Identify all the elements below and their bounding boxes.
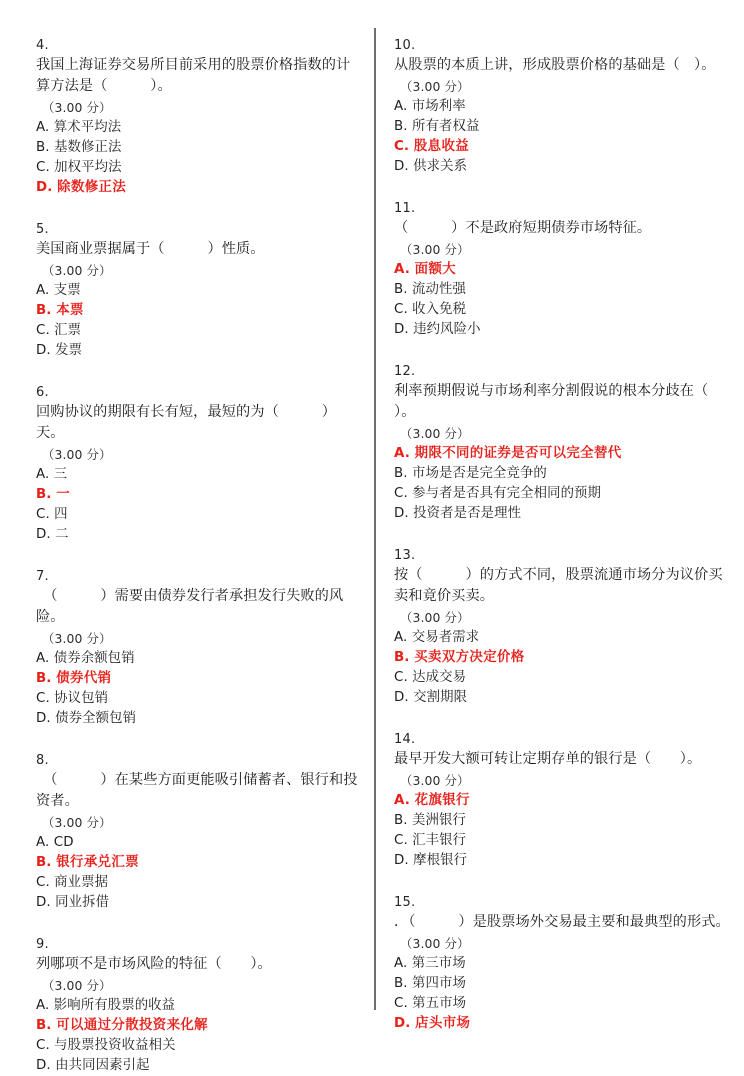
option-correct[interactable] — [36, 301, 362, 321]
option-letter: B. — [36, 303, 52, 318]
option[interactable] — [36, 321, 362, 341]
option[interactable] — [394, 688, 730, 708]
option-correct[interactable] — [394, 648, 730, 668]
option-letter: B. — [394, 813, 408, 828]
option-letter: C. — [394, 833, 408, 848]
question-number: 4. — [36, 38, 49, 53]
option-letter: D. — [36, 180, 53, 195]
option-letter: B. — [36, 671, 52, 686]
question-stem: （ ）需要由债券发行者承担发行失败的风险。 — [36, 588, 344, 625]
option-text: 买卖双方决定价格 — [414, 650, 525, 665]
option[interactable] — [36, 893, 362, 913]
option-list — [36, 649, 362, 729]
option-text: 商业票据 — [54, 875, 109, 890]
question-stem: 我国上海证券交易所目前采用的股票价格指数的计算方法是（ ）。 — [36, 57, 351, 94]
option[interactable] — [36, 1036, 362, 1056]
option-letter: C. — [394, 139, 410, 154]
option-text: 加权平均法 — [54, 160, 122, 175]
option-text: 流动性强 — [412, 282, 466, 297]
option-letter: C. — [36, 160, 50, 175]
option-letter: C. — [36, 875, 50, 890]
option-correct[interactable] — [394, 1014, 730, 1034]
option-text: 达成交易 — [412, 670, 467, 685]
option-letter: A. — [36, 467, 50, 482]
option-text: 发票 — [55, 343, 83, 358]
question-10 — [394, 36, 730, 177]
option-text: 四 — [54, 507, 68, 522]
option[interactable] — [36, 689, 362, 709]
option-list — [394, 628, 730, 708]
question-score: （3.00 分） — [400, 242, 470, 257]
option-letter: C. — [36, 1038, 50, 1053]
question-number: 12. — [394, 364, 416, 379]
question-number: 7. — [36, 569, 49, 584]
option-list — [36, 118, 362, 198]
option-letter: C. — [36, 323, 50, 338]
question-number: 15. — [394, 895, 416, 910]
option-correct[interactable] — [394, 260, 730, 280]
option-correct[interactable] — [394, 137, 730, 157]
option[interactable] — [394, 994, 730, 1014]
option[interactable] — [36, 465, 362, 485]
option-letter: A. — [36, 283, 50, 298]
option-text: 支票 — [53, 283, 81, 298]
option-text: 投资者是否是理性 — [413, 506, 522, 521]
option-text: 所有者权益 — [412, 119, 480, 134]
question-stem: 美国商业票据属于（ ）性质。 — [36, 241, 265, 257]
option-list — [394, 444, 730, 524]
option-text: 汇丰银行 — [412, 833, 467, 848]
option-correct[interactable] — [36, 178, 362, 198]
question-stem: 从股票的本质上讲，形成股票价格的基础是（ ）。 — [394, 57, 716, 73]
option-correct[interactable] — [36, 485, 362, 505]
option-letter: D. — [36, 711, 51, 726]
right-column — [374, 0, 744, 1052]
option[interactable] — [394, 464, 730, 484]
option[interactable] — [394, 851, 730, 871]
option[interactable] — [394, 280, 730, 300]
option-list — [394, 954, 730, 1034]
option-text: 市场是否是完全竞争的 — [412, 466, 547, 481]
option-text: 除数修正法 — [57, 180, 127, 195]
question-11 — [394, 199, 730, 340]
option-correct[interactable] — [36, 1016, 362, 1036]
option-text: 收入免税 — [412, 302, 467, 317]
option-text: CD — [53, 835, 74, 850]
option-letter: A. — [394, 630, 408, 645]
option-text: 影响所有股票的收益 — [53, 998, 176, 1013]
question-score: （3.00 分） — [400, 610, 470, 625]
option-letter: D. — [394, 322, 409, 337]
option-text: 交割期限 — [413, 690, 468, 705]
option-list — [36, 833, 362, 913]
option-letter: D. — [394, 159, 409, 174]
question-number: 13. — [394, 548, 416, 563]
option-letter: D. — [36, 1058, 51, 1073]
option-text: 银行承兑汇票 — [56, 855, 140, 870]
option-letter: A. — [394, 99, 408, 114]
option-text: 供求关系 — [413, 159, 468, 174]
option[interactable] — [394, 484, 730, 504]
question-score: （3.00 分） — [42, 815, 112, 830]
option-text: 期限不同的证券是否可以完全替代 — [414, 446, 622, 461]
option-letter: B. — [394, 976, 408, 991]
question-number: 8. — [36, 753, 49, 768]
question-stem: 按（ ）的方式不同，股票流通市场分为议价买卖和竟价买卖。 — [394, 567, 723, 604]
option[interactable] — [36, 873, 362, 893]
option-text: 与股票投资收益相关 — [54, 1038, 176, 1053]
option[interactable] — [394, 831, 730, 851]
option-text: 同业拆借 — [55, 895, 110, 910]
question-number: 6. — [36, 385, 49, 400]
question-stem: 列哪项不是市场风险的特征（ ）。 — [36, 956, 272, 972]
option-letter: B. — [394, 119, 408, 134]
option-letter: D. — [394, 690, 409, 705]
option[interactable] — [394, 668, 730, 688]
option-text: 摩根银行 — [413, 853, 468, 868]
option-letter: C. — [394, 302, 408, 317]
option-text: 交易者需求 — [411, 630, 480, 645]
question-score: （3.00 分） — [400, 426, 470, 441]
option-letter: B. — [36, 140, 50, 155]
question-score: （3.00 分） — [400, 79, 470, 94]
option-text: 第五市场 — [412, 996, 467, 1011]
option-list — [36, 281, 362, 361]
option-letter: C. — [394, 670, 408, 685]
option-letter: C. — [36, 691, 50, 706]
option[interactable] — [394, 628, 730, 648]
option-letter: A. — [36, 835, 50, 850]
option[interactable] — [36, 341, 362, 361]
option-list — [394, 97, 730, 177]
option-letter: B. — [36, 1018, 52, 1033]
option-letter: A. — [394, 793, 410, 808]
question-score: （3.00 分） — [42, 263, 112, 278]
option-letter: B. — [394, 466, 408, 481]
option[interactable] — [36, 996, 362, 1016]
option-letter: A. — [36, 120, 50, 135]
option-text: 协议包销 — [54, 691, 109, 706]
option[interactable] — [36, 709, 362, 729]
option[interactable] — [36, 833, 362, 853]
option-letter: D. — [394, 506, 409, 521]
option-letter: A. — [394, 956, 408, 971]
option[interactable] — [394, 320, 730, 340]
question-6 — [36, 383, 362, 545]
option-letter: B. — [394, 282, 408, 297]
option-letter: A. — [36, 651, 50, 666]
option-letter: D. — [394, 853, 409, 868]
option-text: 市场利率 — [411, 99, 466, 114]
question-12 — [394, 362, 737, 524]
question-stem: （ ）不是政府短期债券市场特征。 — [394, 220, 652, 236]
option-text: 美洲银行 — [412, 813, 466, 828]
option[interactable] — [394, 954, 730, 974]
question-15 — [394, 893, 730, 1034]
question-number: 9. — [36, 937, 49, 952]
question-5 — [36, 220, 362, 361]
question-stem: ．（ ）是股票场外交易最主要和最典型的形式。 — [394, 914, 730, 930]
option-text: 基数修正法 — [54, 140, 122, 155]
question-14 — [394, 730, 730, 871]
option-text: 算术平均法 — [53, 120, 122, 135]
question-stem: （ ）在某些方面更能吸引储蓄者、银行和投资者。 — [36, 772, 358, 809]
option[interactable] — [36, 281, 362, 301]
option-correct[interactable] — [394, 791, 730, 811]
option[interactable] — [394, 157, 730, 177]
question-4 — [36, 36, 362, 198]
option-text: 本票 — [56, 303, 84, 318]
option-letter: D. — [36, 343, 51, 358]
option-letter: A. — [394, 446, 410, 461]
option-text: 汇票 — [54, 323, 82, 338]
option[interactable] — [36, 158, 362, 178]
question-score: （3.00 分） — [42, 631, 112, 646]
option[interactable] — [394, 300, 730, 320]
question-13 — [394, 546, 730, 708]
option-letter: B. — [36, 487, 52, 502]
question-score: （3.00 分） — [42, 447, 112, 462]
question-stem: 最早开发大额可转让定期存单的银行是（ ）。 — [394, 751, 702, 767]
option-letter: C. — [394, 996, 408, 1011]
option-text: 违约风险小 — [413, 322, 481, 337]
option-text: 一 — [56, 487, 71, 502]
option[interactable] — [36, 649, 362, 669]
option-list — [36, 996, 362, 1076]
option-letter: A. — [36, 998, 50, 1013]
option-letter: D. — [36, 527, 51, 542]
option-letter: C. — [394, 486, 408, 501]
option-text: 面额大 — [414, 262, 457, 277]
question-score: （3.00 分） — [400, 936, 470, 951]
option-letter: B. — [36, 855, 52, 870]
question-7 — [36, 567, 362, 729]
option-text: 可以通过分散投资来化解 — [56, 1018, 208, 1033]
question-stem: 利率预期假说与市场利率分割假说的根本分歧在（ ）。 — [394, 383, 737, 420]
option-text: 花旗银行 — [414, 793, 470, 808]
option-text: 三 — [53, 467, 68, 482]
option-text: 由共同因素引起 — [55, 1058, 150, 1073]
option-text: 债券余额包销 — [53, 651, 135, 666]
option[interactable] — [36, 118, 362, 138]
option-text: 二 — [55, 527, 69, 542]
option-list — [394, 260, 730, 340]
question-9 — [36, 935, 362, 1076]
question-number: 5. — [36, 222, 49, 237]
question-score: （3.00 分） — [42, 100, 112, 115]
option[interactable] — [36, 138, 362, 158]
option-text: 债券代销 — [56, 671, 112, 686]
option-text: 债券全额包销 — [55, 711, 137, 726]
option-letter: C. — [36, 507, 50, 522]
option-text: 参与者是否具有完全相同的预期 — [412, 486, 602, 501]
question-number: 14. — [394, 732, 416, 747]
option-text: 第四市场 — [412, 976, 466, 991]
option[interactable] — [394, 811, 730, 831]
option-letter: A. — [394, 262, 410, 277]
option-correct[interactable] — [36, 669, 362, 689]
option[interactable] — [394, 504, 730, 524]
option-text: 店头市场 — [415, 1016, 471, 1031]
question-score: （3.00 分） — [42, 978, 112, 993]
option-letter: D. — [36, 895, 51, 910]
option-letter: B. — [394, 650, 410, 665]
option[interactable] — [36, 505, 362, 525]
option-correct[interactable] — [394, 444, 730, 464]
question-number: 11. — [394, 201, 416, 216]
question-8 — [36, 751, 362, 913]
option-text: 股息收益 — [413, 139, 470, 154]
option-list — [36, 465, 362, 545]
option[interactable] — [394, 117, 730, 137]
option[interactable] — [394, 974, 730, 994]
question-stem: 回购协议的期限有长有短，最短的为（ ）天。 — [36, 404, 337, 441]
option-correct[interactable] — [36, 853, 362, 873]
option[interactable] — [36, 1056, 362, 1076]
option[interactable] — [394, 97, 730, 117]
option-letter: D. — [394, 1016, 411, 1031]
question-number: 10. — [394, 38, 416, 53]
option-list — [394, 791, 730, 871]
option-text: 第三市场 — [411, 956, 466, 971]
option[interactable] — [36, 525, 362, 545]
question-score: （3.00 分） — [400, 773, 470, 788]
